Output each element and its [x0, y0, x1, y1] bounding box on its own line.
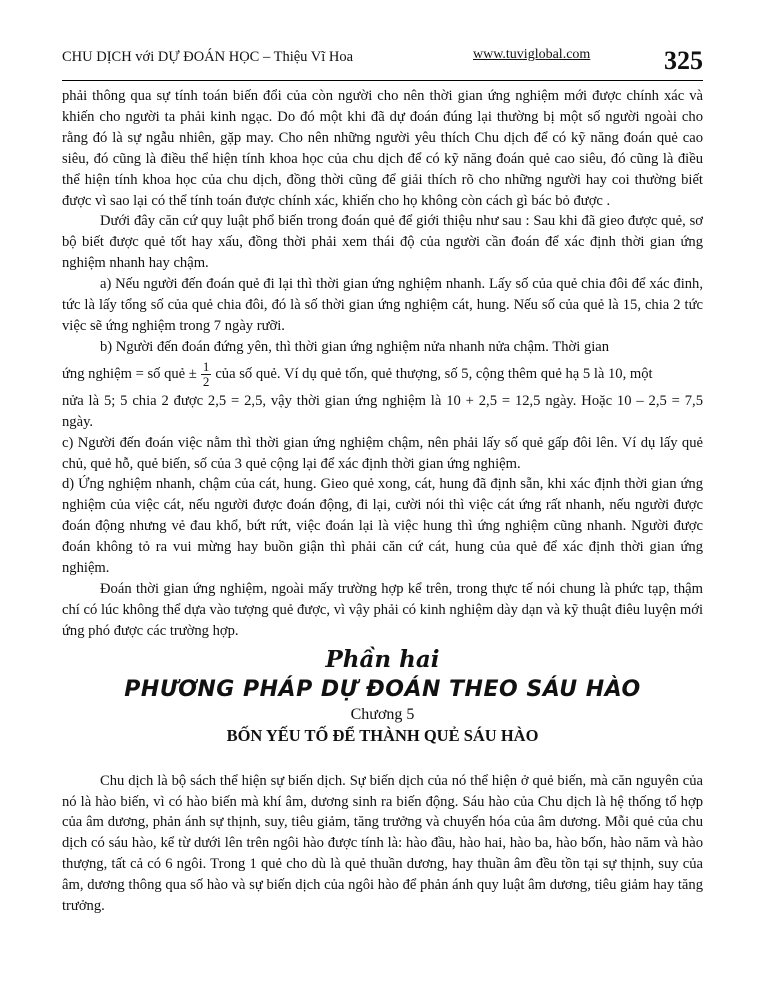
formula-line [62, 360, 703, 389]
website-link[interactable]: www.tuviglobal.com [473, 47, 591, 62]
paragraph: c) Người đến đoán việc nằm thì thời gian ứng nghiệm chậm, nên phải lấy số quẻ gấp đôi lên. Ví dụ lấy quẻ chủ, quẻ hỗ, quẻ biến, số của 3 quẻ cộng lại để xác định thời gian ứng nghiệm. [62, 434, 703, 472]
part-title: Phần hai [325, 645, 440, 673]
formula-prefix: ứng nghiệm = số quẻ ± [62, 365, 197, 382]
fraction-denominator: 2 [202, 373, 210, 389]
paragraph: phải thông qua sự tính toán biến đổi của còn người cho nên thời gian ứng nghiệm mới được chính xác và khiến cho người ta phải kinh ngạc. Do đó một khi đã dự đoán đúng lại thường bị một số người ngoài cho rằng đó là sự ngẫu nhiên, gặp may. Cho nên những người yêu thích Chu dịch để có kỹ năng đoán quẻ cao siêu, đó cũng là điều thể hiện tính khoa học của chu dịch để có kỹ năng đoán quẻ cao siêu, đó cũng là điều thể hiện tính khoa học của chu dịch, đồng thời cũng để giải thích rõ cho những người hay coi thường biết được vì sao lại có thể tính toán được chính xác, khiến cho họ không còn cách gì bác bỏ được . [62, 88, 703, 209]
paragraph: Đoán thời gian ứng nghiệm, ngoài mấy trường hợp kể trên, trong thực tế nói chung là phức tạp, thậm chí có lúc không thể dựa vào tượng quẻ được, vì vậy phải có kinh nghiệm dày dạn và kỹ thuật điêu luyện mới ứng phó được các trường hợp. [62, 580, 703, 639]
running-title: CHU DỊCH với DỰ ĐOÁN HỌC – Thiệu Vĩ Hoa [62, 49, 354, 65]
chapter-number: Chương 5 [350, 705, 415, 723]
fraction-one-half [201, 360, 212, 389]
paragraph: b) Người đến đoán đứng yên, thì thời gian ứng nghiệm nửa nhanh nửa chậm. Thời gian [100, 338, 610, 355]
paragraph: Chu dịch là bộ sách thể hiện sự biến dịch. Sự biến dịch của nó thể hiện ở quẻ biến, mà căn nguyên của nó là hào biến, vì có hào biến mà khí âm, dương sinh ra biến động. Sáu hào của Chu dịch là hệ thống tổ hợp của âm dương, phản ánh sự thịnh, suy, tiêu giảm, tăng trưởng và chuyển hóa của âm dương. Mỗi quẻ của chu dịch có sáu hào, kể từ dưới lên trên ngôi hào được tính là: hào đầu, hào hai, hào ba, hào bốn, hào năm và hào thượng, tất cả có 6 ngôi. Trong 1 quẻ cho dù là quẻ thuần dương, hay thuần âm đều tồn tại sự thịnh, suy của âm, dương thông qua số hào và sự biến dịch của ngôi hào để phản ánh quy luật âm dương, tiêu giảm hay tăng trưởng. [62, 772, 703, 915]
fraction-numerator: 1 [202, 358, 210, 374]
page-header [62, 40, 703, 81]
formula-suffix: của số quẻ. Ví dụ quẻ tốn, quẻ thượng, số 5, cộng thêm quẻ hạ 5 là 10, một [215, 365, 653, 382]
paragraph: a) Nếu người đến đoán quẻ đi lại thì thời gian ứng nghiệm nhanh. Lấy số của quẻ chia đôi để xác đinh, tức là lấy tổng số của quẻ chia đôi, đó là số thời gian ứng nghiệm cát, hung. Nếu số của quẻ là 15, chia 2 tức việc sẽ ứng nghiệm trong 7 ngày rưỡi. [62, 276, 703, 334]
paragraph: Dưới đây căn cứ quy luật phổ biến trong đoán quẻ để giới thiệu như sau : Sau khi đã gieo được quẻ, sơ bộ biết được quẻ tốt hay xấu, đồng thời phải xem thái độ của người cần đoán để xác định thời gian ứng nghiệm nhanh hay chậm. [62, 213, 703, 272]
chapter-title: BỐN YẾU TỐ ĐỂ THÀNH QUẺ SÁU HÀO [226, 725, 539, 745]
page-number: 325 [664, 46, 703, 75]
paragraph: d) Ứng nghiệm nhanh, chậm của cát, hung. Gieo quẻ xong, cát, hung đã định sẵn, khi xác định thời gian ứng nghiệm của việc cát, nếu người được đoán động, đi lại, cười nói thì việc cát ứng rất nhanh, nếu người được đoán động nhưng vẻ đau khổ, bứt rứt, việc đoán lại là việc hung thì ứng nghiệm cũng nhanh. Người được đoán không tỏ ra vui mừng hay buồn giận thì phải căn cứ cát, hung của quẻ để xác định thời gian ứng nghiệm. [62, 476, 703, 577]
page-body [62, 86, 703, 917]
paragraph: nửa là 5; 5 chia 2 được 2,5 = 2,5, vậy thời gian ứng nghiệm là 10 + 2,5 = 12,5 ngày. Hoặc 10 – 2,5 = 7,5 ngày. [62, 392, 703, 430]
section-title: PHƯƠNG PHÁP DỰ ĐOÁN THEO SÁU HÀO [124, 676, 641, 702]
